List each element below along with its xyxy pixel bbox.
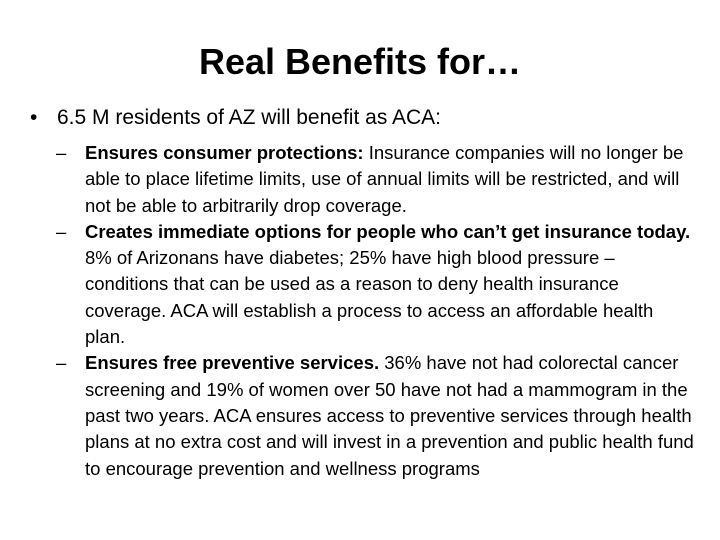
sub-bullet-list bbox=[56, 140, 696, 482]
sub-bullet-body: 36% have not had colorectal cancer screening and 19% of women over 50 have not had a mammogram in the past two years. ACA ensures access to preventive services through health plans at no extra cost and will invest in a prevention and public health fund to encourage prevention and wellness programs bbox=[85, 352, 694, 479]
dash-marker: – bbox=[56, 220, 67, 242]
sub-bullet-immediate-options bbox=[56, 219, 696, 350]
sub-bullet-preventive-services bbox=[56, 350, 696, 481]
sub-bullet-lead: Creates immediate options for people who can’t get insurance today. bbox=[85, 220, 691, 242]
dash-marker: – bbox=[56, 142, 67, 163]
dash-marker: – bbox=[56, 352, 67, 374]
sub-bullet-body: 8% of Arizonans have diabetes; 25% have high blood pressure – conditions that can be used as a reason to deny health insurance coverage. ACA will establish a process to access an affordable health plan. bbox=[85, 247, 654, 348]
main-bullet bbox=[30, 104, 690, 131]
slide-title: Real Benefits for… bbox=[198, 41, 522, 82]
sub-bullet-lead: Ensures consumer protections: bbox=[85, 142, 364, 163]
main-bullet-text: 6.5 M residents of AZ will benefit as ACA: bbox=[57, 106, 442, 129]
bullet-marker: • bbox=[30, 106, 38, 129]
sub-bullet-body: Insurance companies will no longer be able to place lifetime limits, use of annual limits will be restricted, and will not be able to arbitrarily drop coverage. bbox=[85, 142, 684, 216]
sub-bullet-lead: Ensures free preventive services. bbox=[85, 352, 380, 374]
sub-bullet-consumer-protections bbox=[56, 140, 696, 219]
